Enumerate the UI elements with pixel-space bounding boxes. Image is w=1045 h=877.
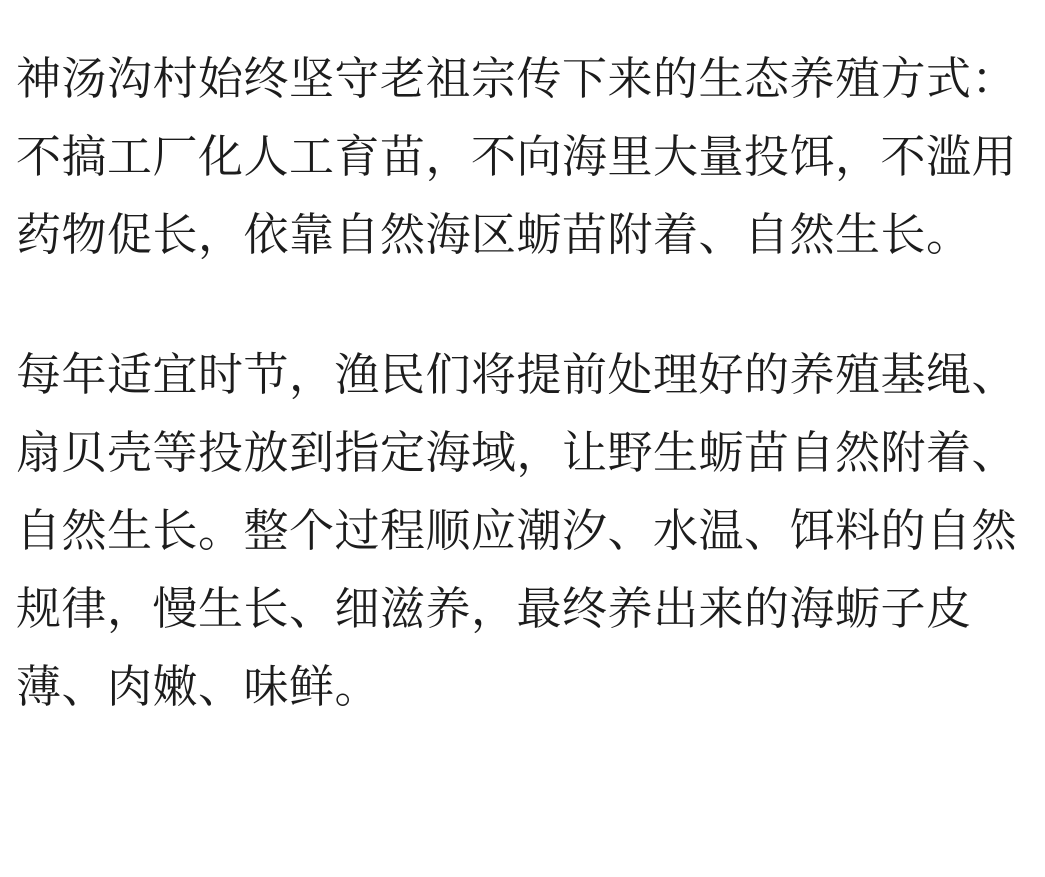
article-paragraph-1: 神汤沟村始终坚守老祖宗传下来的生态养殖方式：不搞工厂化人工育苗，不向海里大量投饵，不滥用药物促长，依靠自然海区蛎苗附着、自然生长。 [16,53,1018,260]
article-paragraph-2: 每年适宜时节，渔民们将提前处理好的养殖基绳、扇贝壳等投放到指定海域，让野生蛎苗自然附着、自然生长。整个过程顺应潮汐、水温、饵料的自然规律，慢生长、细滋养，最终养出来的海蛎子皮薄、肉嫩、味鲜。 [16,349,1018,712]
